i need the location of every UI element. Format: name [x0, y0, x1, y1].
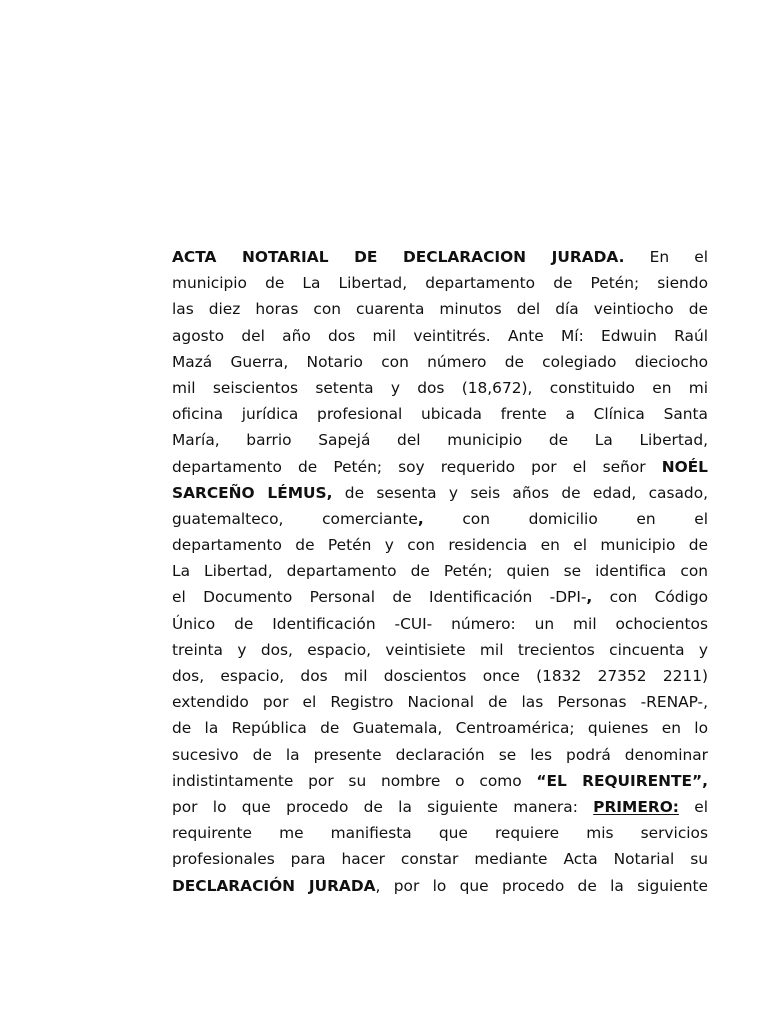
- text-run: ACTA NOTARIAL DE DECLARACION JURADA.: [172, 248, 625, 266]
- text-run: Único de Identificación -CUI- número: un mil ochocientos: [172, 614, 708, 633]
- text-line: [172, 637, 708, 663]
- text-run: María, barrio Sapejá del municipio de La Libertad,: [172, 431, 708, 450]
- text-line: [172, 846, 708, 872]
- text-line: [172, 401, 708, 427]
- text-run: Mazá Guerra, Notario con número de colegiado dieciocho: [172, 352, 708, 371]
- text-run: departamento de Petén; soy requerido por el señor: [172, 457, 662, 476]
- text-run: , por lo que procedo de la siguiente: [375, 876, 708, 895]
- text-line: [172, 244, 708, 270]
- text-run: municipio de La Libertad, departamento de Petén; siendo: [172, 274, 708, 293]
- text-line: [172, 532, 708, 558]
- text-line: [172, 427, 708, 453]
- text-run: las diez horas con cuarenta minutos del día veintiocho de: [172, 300, 708, 319]
- text-run: ,: [417, 509, 424, 528]
- text-line: [172, 323, 708, 349]
- text-run: “EL REQUIRENTE”,: [536, 771, 708, 790]
- text-run: el: [678, 797, 708, 816]
- text-run: agosto del año dos mil veintitrés. Ante Mí: Edwuin Raúl: [172, 326, 708, 345]
- document-body: [172, 244, 708, 899]
- text-run: el Documento Personal de Identificación -DPI-: [172, 588, 587, 607]
- text-run: de la República de Guatemala, Centroamérica; quienes en lo: [172, 719, 708, 738]
- text-run: ,: [586, 588, 593, 607]
- text-line: [172, 296, 708, 322]
- text-line: [172, 454, 708, 480]
- text-run: PRIMERO:: [593, 797, 679, 816]
- text-run: SARCEÑO LÉMUS,: [172, 483, 333, 502]
- text-run: oficina jurídica profesional ubicada frente a Clínica Santa: [172, 405, 708, 424]
- text-line: [172, 584, 708, 610]
- text-run: con domicilio en el: [423, 509, 708, 528]
- text-line: [172, 375, 708, 401]
- text-run: requirente me manifiesta que requiere mis servicios: [172, 824, 708, 843]
- text-line: [172, 715, 708, 741]
- text-line: [172, 820, 708, 846]
- text-line: [172, 270, 708, 296]
- text-run: guatemalteco, comerciante: [172, 509, 418, 528]
- text-run: de sesenta y seis años de edad, casado,: [332, 483, 709, 502]
- text-run: La Libertad, departamento de Petén; quien se identifica con: [172, 562, 708, 581]
- text-run: treinta y dos, espacio, veintisiete mil trecientos cincuenta y: [172, 640, 708, 659]
- text-line: [172, 794, 708, 820]
- text-run: sucesivo de la presente declaración se les podrá denominar: [172, 745, 708, 764]
- text-line: [172, 873, 708, 899]
- text-line: [172, 480, 708, 506]
- text-line: [172, 558, 708, 584]
- text-run: dos, espacio, dos mil doscientos once (1832 27352 2211): [172, 667, 708, 685]
- text-line: [172, 768, 708, 794]
- text-run: NOÉL: [661, 457, 708, 476]
- text-run: extendido por el Registro Nacional de las Personas -RENAP-,: [172, 693, 708, 712]
- text-line: [172, 689, 708, 715]
- text-run: En el: [624, 248, 708, 266]
- text-run: departamento de Petén y con residencia en el municipio de: [172, 536, 708, 555]
- text-run: indistintamente por su nombre o como: [172, 771, 537, 790]
- text-run: profesionales para hacer constar mediante Acta Notarial su: [172, 850, 708, 869]
- text-run: con Código: [592, 588, 709, 607]
- text-line: [172, 742, 708, 768]
- text-line: [172, 349, 708, 375]
- text-line: [172, 506, 708, 532]
- text-line: [172, 611, 708, 637]
- text-run: por lo que procedo de la siguiente manera:: [172, 797, 594, 816]
- text-run: DECLARACIÓN JURADA: [172, 876, 376, 895]
- text-run: mil seiscientos setenta y dos (18,672), constituido en mi: [172, 378, 708, 397]
- text-line: [172, 663, 708, 689]
